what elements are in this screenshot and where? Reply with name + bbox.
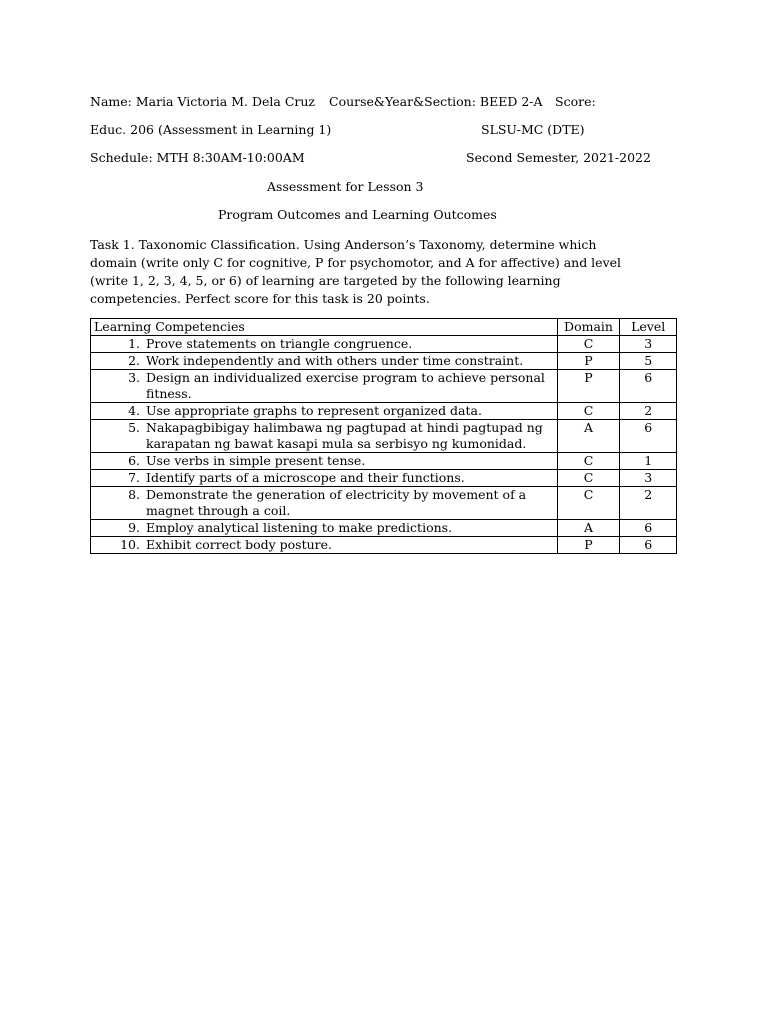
domain-cell: C <box>557 453 620 470</box>
task-instructions: Task 1. Taxonomic Classification. Using Anderson’s Taxonomy, determine which domain (write only C for cognitive, P for psychomotor, and A for affective) and level (write 1, 2, 3, 4, 5, or 6) of learning are targeted by the following learning competencies. Perfect score for this task is 20 points. <box>90 237 622 306</box>
competency-cell <box>91 487 558 520</box>
topic-title: Program Outcomes and Learning Outcomes <box>218 207 497 222</box>
domain-cell: P <box>557 537 620 554</box>
competency-text: Demonstrate the generation of electricity by movement of a magnet through a coil. <box>146 487 527 518</box>
competency-text: Exhibit correct body posture. <box>146 537 333 552</box>
item-number: 7. <box>128 470 140 485</box>
table-row <box>91 470 677 487</box>
table-row <box>91 520 677 537</box>
level-cell: 6 <box>620 537 677 554</box>
competency-cell <box>91 537 558 554</box>
competency-cell <box>91 353 558 370</box>
competency-cell <box>91 336 558 353</box>
domain-cell: C <box>557 336 620 353</box>
competency-text: Use appropriate graphs to represent organized data. <box>146 403 482 418</box>
competency-text: Design an individualized exercise program to achieve personal fitness. <box>146 370 545 401</box>
domain-cell: A <box>557 520 620 537</box>
item-number: 2. <box>128 353 140 368</box>
item-number: 10. <box>120 537 140 552</box>
competency-cell <box>91 420 558 453</box>
table-row <box>91 487 677 520</box>
competency-text: Work independently and with others under time constraint. <box>146 353 524 368</box>
score-label: Score: <box>555 94 596 109</box>
competency-text: Nakapagbibigay halimbawa ng pagtupad at hindi pagtupad ng karapatan ng bawat kasapi mula sa serbisyo ng kumonidad. <box>146 420 543 451</box>
competencies-table <box>90 318 677 554</box>
level-cell: 3 <box>620 470 677 487</box>
level-cell: 1 <box>620 453 677 470</box>
competency-cell <box>91 470 558 487</box>
table-row <box>91 453 677 470</box>
item-number: 8. <box>128 487 140 502</box>
competency-cell <box>91 520 558 537</box>
school: SLSU-MC (DTE) <box>481 122 585 137</box>
level-cell: 5 <box>620 353 677 370</box>
lesson-title: Assessment for Lesson 3 <box>267 179 424 194</box>
level-cell: 2 <box>620 487 677 520</box>
competency-text: Prove statements on triangle congruence. <box>146 336 413 351</box>
item-number: 9. <box>128 520 140 535</box>
header-competencies: Learning Competencies <box>91 319 558 336</box>
schedule: Schedule: MTH 8:30AM-10:00AM <box>90 150 305 165</box>
subject: Educ. 206 (Assessment in Learning 1) <box>90 122 332 137</box>
item-number: 3. <box>128 370 140 385</box>
level-cell: 3 <box>620 336 677 353</box>
table-row <box>91 353 677 370</box>
competency-text: Identify parts of a microscope and their functions. <box>146 470 465 485</box>
table-row <box>91 370 677 403</box>
level-cell: 6 <box>620 370 677 403</box>
domain-cell: C <box>557 470 620 487</box>
student-name: Name: Maria Victoria M. Dela Cruz <box>90 94 315 109</box>
item-number: 1. <box>128 336 140 351</box>
table-row <box>91 336 677 353</box>
level-cell: 6 <box>620 420 677 453</box>
level-cell: 2 <box>620 403 677 420</box>
item-number: 6. <box>128 453 140 468</box>
competency-cell <box>91 453 558 470</box>
course-year-section: Course&Year&Section: BEED 2-A <box>329 94 543 109</box>
competency-text: Employ analytical listening to make predictions. <box>146 520 453 535</box>
competency-text: Use verbs in simple present tense. <box>146 453 366 468</box>
domain-cell: A <box>557 420 620 453</box>
semester: Second Semester, 2021-2022 <box>466 150 651 165</box>
domain-cell: C <box>557 403 620 420</box>
table-header-row <box>91 319 677 336</box>
competency-cell <box>91 370 558 403</box>
header-domain: Domain <box>557 319 620 336</box>
item-number: 4. <box>128 403 140 418</box>
level-cell: 6 <box>620 520 677 537</box>
item-number: 5. <box>128 420 140 435</box>
competency-cell <box>91 403 558 420</box>
domain-cell: P <box>557 353 620 370</box>
domain-cell: P <box>557 370 620 403</box>
header-level: Level <box>620 319 677 336</box>
table-row <box>91 403 677 420</box>
table-row <box>91 420 677 453</box>
table-row <box>91 537 677 554</box>
domain-cell: C <box>557 487 620 520</box>
